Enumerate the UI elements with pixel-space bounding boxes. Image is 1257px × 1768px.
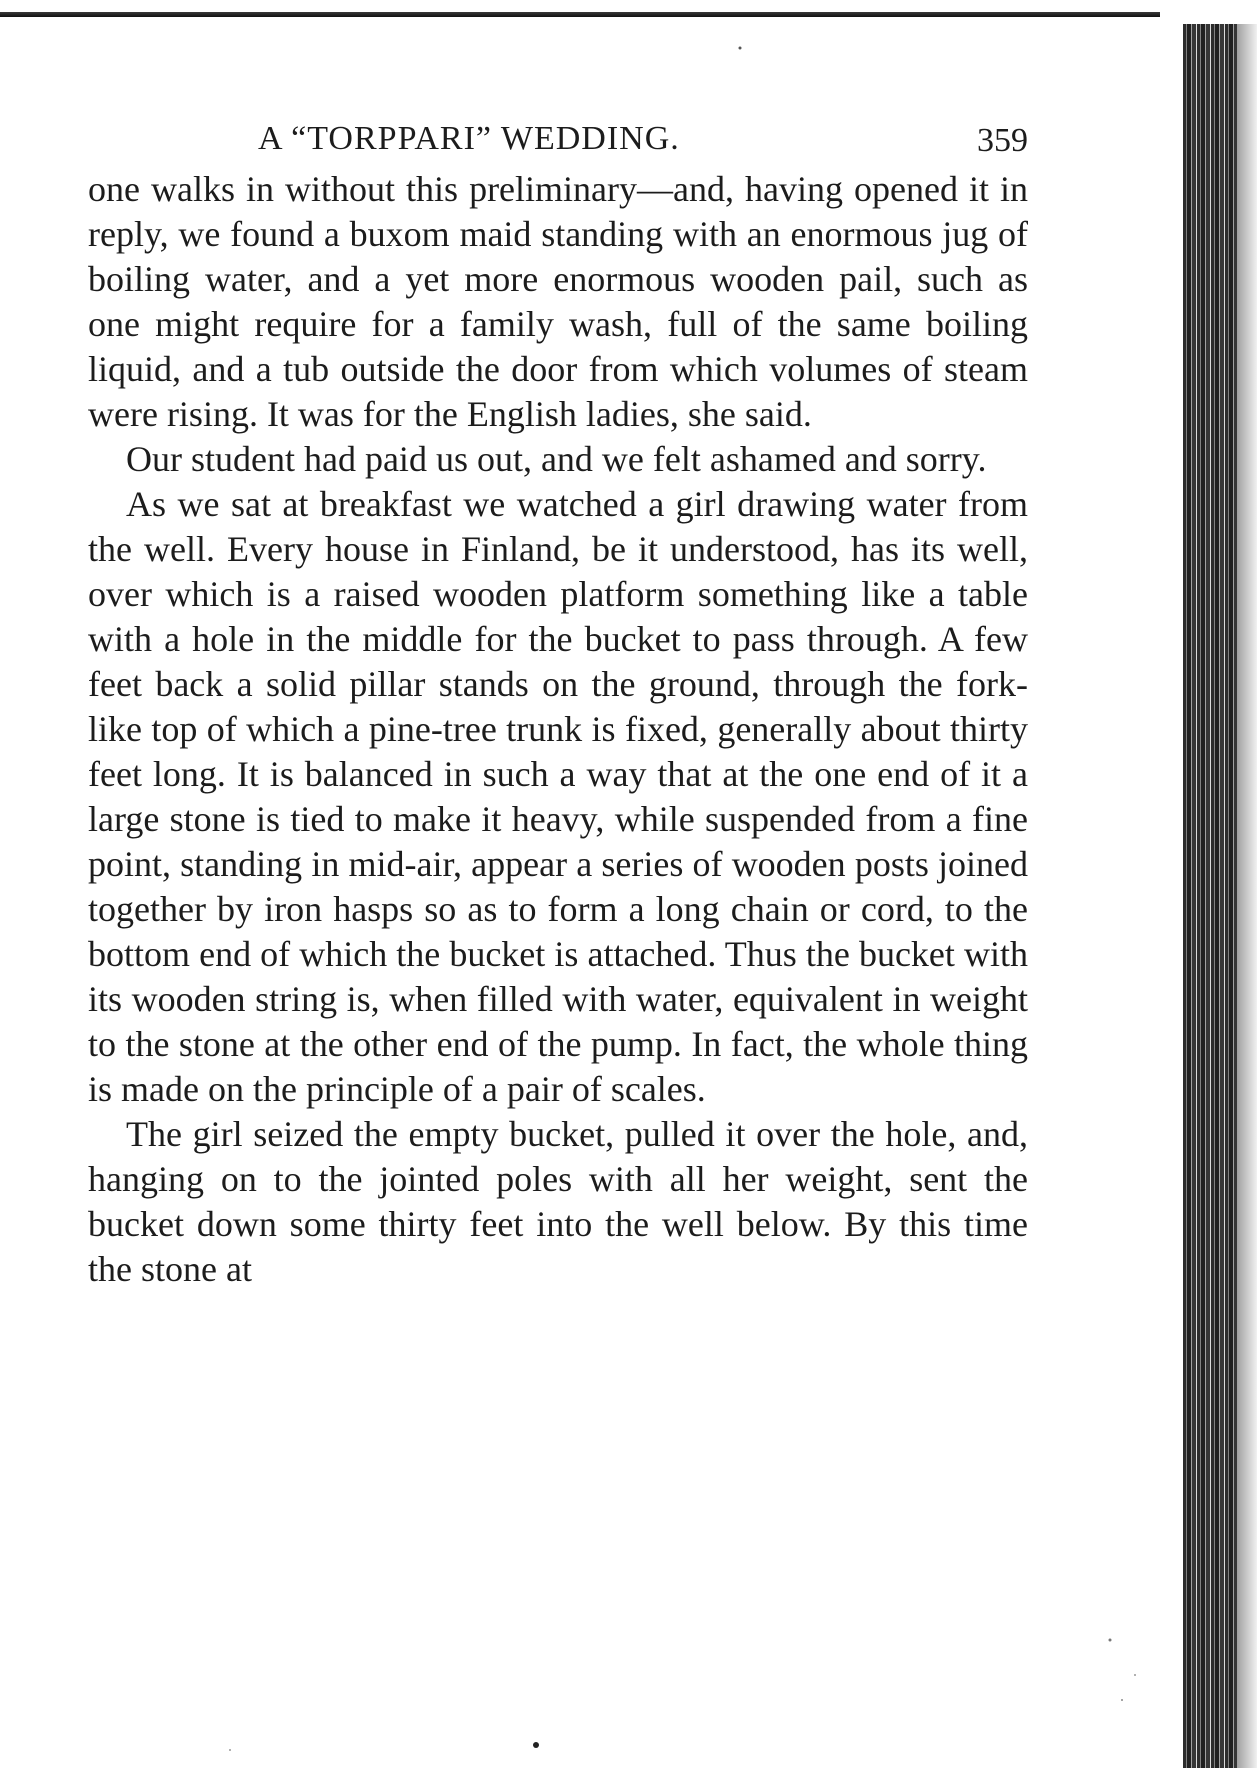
page-number: 359	[977, 122, 1028, 159]
running-title: A “TORPPARI” WEDDING.	[258, 120, 680, 157]
paragraph-continued: one walks in without this preliminary—and, having opened it in reply, we found a buxom maid standing with an enormous jug of boiling water, and a yet more enormous wooden pail, such as one might require for a family wash, full of the same boiling liquid, and a tub outside the door from which volumes of steam were rising. It was for the English ladies, she said.	[88, 169, 1028, 434]
top-edge-rule	[0, 12, 1160, 17]
body-text	[88, 167, 1028, 1292]
paragraph-student: Our student had paid us out, and we felt ashamed and sorry.	[126, 439, 987, 479]
paragraph-well-description: As we sat at breakfast we watched a girl drawing water from the well. Every house in Finland, be it understood, has its well, over which is a raised wooden platform something like a table with a hole in the middle for the bucket to pass through. A few feet back a solid pillar stands on the ground, through the fork-like top of which a pine-tree trunk is fixed, generally about thirty feet long. It is balanced in such a way that at the one end of it a large stone is tied to make it heavy, while suspended from a fine point, standing in mid-air, appear a series of wooden posts joined together by iron hasps so as to form a long chain or cord, to the bottom end of which the bucket is attached. Thus the bucket with its wooden string is, when filled with water, equivalent in weight to the stone at the other end of the pump. In fact, the whole thing is made on the principle of a pair of scales.	[88, 484, 1028, 1109]
book-binding-edge	[1183, 24, 1237, 1768]
page-header	[88, 110, 1028, 160]
paragraph-girl-bucket: The girl seized the empty bucket, pulled it over the hole, and, hanging on to the jointed poles with all her weight, sent the bucket down some thirty feet into the well below. By this time the stone at	[88, 1114, 1028, 1289]
